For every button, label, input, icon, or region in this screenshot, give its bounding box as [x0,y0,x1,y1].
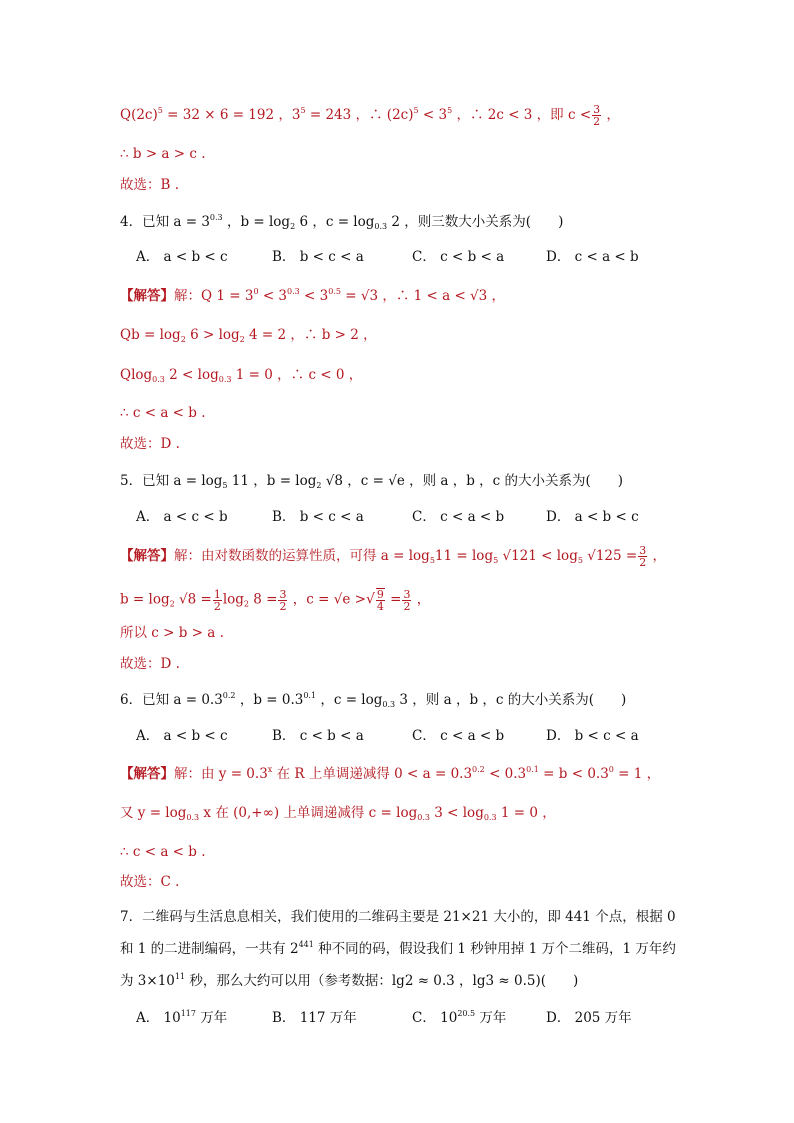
numerator: 1 [213,587,221,601]
fraction [592,104,601,127]
math-text: 6 > log [185,327,240,343]
math-text: 种不同的码，假设我们 1 秒钟用掉 1 万个二维码，1 万年约 [313,941,676,957]
subscript: 2 [243,599,249,609]
math-text: √121 < log [498,548,578,564]
numerator: 3 [279,587,287,601]
solution-line: ∴ b > a > c . [120,146,206,162]
option-d: D． b < c < a [546,728,639,744]
answer-line: 故选：D . [120,436,180,452]
subscript: 2 [180,335,186,344]
solution-line: ∴ c < a < b . [120,405,206,421]
exponent: 0.2 [222,691,236,700]
subscript: 2 [239,335,245,344]
subscript: 2 [316,481,322,490]
question-5-stem [120,470,623,492]
subscript: 5 [222,481,228,490]
math-text: 万年 [196,1010,228,1026]
math-text: = b < 0.3 [538,766,609,782]
answer-line: 故选：C . [120,874,180,890]
math-text: ， [602,107,620,123]
math-text: 4．已知 a = 3 [120,214,210,230]
numerator: 3 [639,544,647,557]
fraction [278,589,287,612]
option-b: B． 117 万年 [272,1010,357,1026]
math-text: 3 ，则 a ，b ，c 的大小关系为( ) [395,692,627,708]
math-text: 2 < log [164,367,219,383]
math-text: 6．已知 a = 0.3 [120,692,223,708]
answer-tag: 【解答】 [120,288,174,304]
exponent: 0.1 [526,765,539,774]
subscript: 0.3 [417,813,430,822]
exponent: 0 [253,287,259,296]
math-text: 1 = 0 ，∴ c < 0 ， [231,367,363,383]
subscript: 5 [429,556,435,565]
math-text: √125 = [582,548,638,564]
math-text: = [385,591,402,608]
math-text: 3 < log [429,805,484,821]
option-b: B． b < c < a [272,509,364,525]
denominator: 4 [376,600,384,613]
solution-line [120,285,505,307]
math-text: A． 10 [136,1010,181,1026]
math-text: 8 = [249,591,278,608]
numerator: 3 [403,587,411,601]
math-text: log [222,591,244,608]
math-text: ，c = √e > [288,591,366,608]
solution-line: 所以 c > b > a . [120,625,224,641]
question-4-stem [120,211,563,233]
option-c: C． c < a < b [412,728,505,744]
exponent: 441 [298,940,314,949]
sqrt-sign: √ [365,591,375,608]
solution-line [120,763,660,785]
math-text: Q(2c) [120,107,158,123]
answer-line: 故选：D . [120,656,180,672]
math-text: 解：Q 1 = 3 [174,288,254,304]
exponent: 0.2 [472,765,485,774]
math-text: < 0.3 [484,766,527,782]
exponent: x [267,765,273,774]
math-text: ，∴ 2c < 3 ，即 c < [452,107,592,123]
math-text: 秒，那么大约可以用（参考数据：lg2 ≈ 0.3 ，lg3 ≈ 0.5)( ) [185,973,579,989]
math-text: < 3 [258,288,288,304]
math-text: 1 = 0 ， [496,805,556,821]
math-text: 11 ，b = log [227,473,317,489]
math-text: ，c = log [316,692,383,708]
math-text: < 3 [418,107,448,123]
math-text: ， [412,591,431,608]
fraction [376,588,385,612]
solution-line [120,364,362,386]
subscript: 0.3 [374,222,388,231]
option-d: D． a < b < c [546,509,639,525]
subscript: 0.3 [152,375,165,384]
option-c: C． c < a < b [412,509,505,525]
fraction [402,589,411,612]
math-text: 在 R 上单调递减得 0 < a = 0.3 [272,766,473,782]
math-text: 万年 [475,1010,507,1026]
math-text: < 3 [299,288,329,304]
subscript: 0.3 [483,813,497,822]
math-text: 解：由对数函数的运算性质，可得 a = log [174,548,430,564]
math-text: 解：由 y = 0.3 [174,766,268,782]
solution-line [120,324,377,346]
fraction [213,589,222,612]
exponent: 0.1 [303,691,317,700]
option-a [136,1007,227,1029]
math-text: Qlog [120,367,153,383]
numerator: 3 [593,103,601,116]
exponent: 5 [157,106,163,115]
math-text: ∴ (2c) [369,107,414,123]
option-a: A． a < c < b [136,509,228,525]
solution-line [120,545,666,567]
question-7-stem-3 [120,970,578,992]
exponent: 20.5 [457,1009,476,1018]
math-text: x 在 (0,+∞) 上单调递减得 c = log [199,805,418,821]
numerator: 9 [376,588,384,601]
denominator: 2 [403,599,411,613]
exponent: 5 [300,106,306,115]
math-text: 6 ，c = log [295,214,375,230]
option-c [412,1007,506,1029]
exponent: 5 [447,106,453,115]
exponent: 0.3 [287,287,300,296]
option-d: D． 205 万年 [546,1010,632,1026]
math-text: Qb = log [120,327,181,343]
exponent: 0.5 [328,287,341,296]
math-text: 2 ，则三数大小关系为( ) [387,214,564,230]
exponent: 0 [608,765,614,774]
option-a: A． a < b < c [136,249,228,265]
option-d: D． c < a < b [546,249,639,265]
math-text: 和 1 的二进制编码，一共有 2 [120,941,299,957]
subscript: 0.3 [218,375,232,384]
math-text: = √3 ，∴ 1 < a < √3 ， [340,288,506,304]
exponent: 117 [180,1009,196,1018]
denominator: 2 [639,556,647,569]
denominator: 2 [213,599,221,613]
math-text: b = log [120,591,170,608]
math-text: ，b = log [222,214,291,230]
math-text: C． 10 [412,1010,458,1026]
fraction [638,545,647,568]
exponent: 0.3 [209,213,223,222]
math-text: = 1 ， [613,766,661,782]
math-text: = 243 ， [305,107,370,123]
solution-line [120,587,431,613]
answer-line: 故选：B . [120,177,180,193]
denominator: 2 [279,599,287,613]
exponent: 11 [174,972,186,981]
option-c: C． c < b < a [412,249,505,265]
question-6-stem [120,689,626,711]
option-a: A． a < b < c [136,728,228,744]
math-text: ，b = 0.3 [235,692,304,708]
solution-line: ∴ c < a < b . [120,844,206,860]
question-7-stem-2 [120,938,676,960]
math-text: 为 3×10 [120,973,175,989]
option-b: B． c < b < a [272,728,364,744]
math-text: 5．已知 a = log [120,473,223,489]
math-text: √8 = [174,591,212,608]
solution-line [120,802,556,824]
option-b: B． b < c < a [272,249,364,265]
subscript: 2 [290,222,296,231]
answer-tag: 【解答】 [120,548,174,564]
math-text: ， [648,548,666,564]
question-7-stem: 7．二维码与生活息息相关，我们使用的二维码主要是 21×21 大小的，即 441 个点，根据 0 [120,909,676,925]
answer-tag: 【解答】 [120,766,174,782]
exponent: 5 [413,106,419,115]
subscript: 5 [577,556,583,565]
subscript: 2 [169,599,175,609]
math-text: 又 y = log [120,805,187,821]
subscript: 0.3 [382,700,396,709]
solution-line [120,104,620,126]
math-text: 4 = 2 ，∴ b > 2 ， [244,327,377,343]
math-text: √8 ，c = √e ，则 a ，b ，c 的大小关系为( ) [321,473,624,489]
subscript: 5 [493,556,499,565]
denominator: 2 [593,115,601,128]
subscript: 0.3 [186,813,200,822]
math-text: = 32 × 6 = 192 ，3 [162,107,301,123]
math-text: 11 = log [434,548,494,564]
